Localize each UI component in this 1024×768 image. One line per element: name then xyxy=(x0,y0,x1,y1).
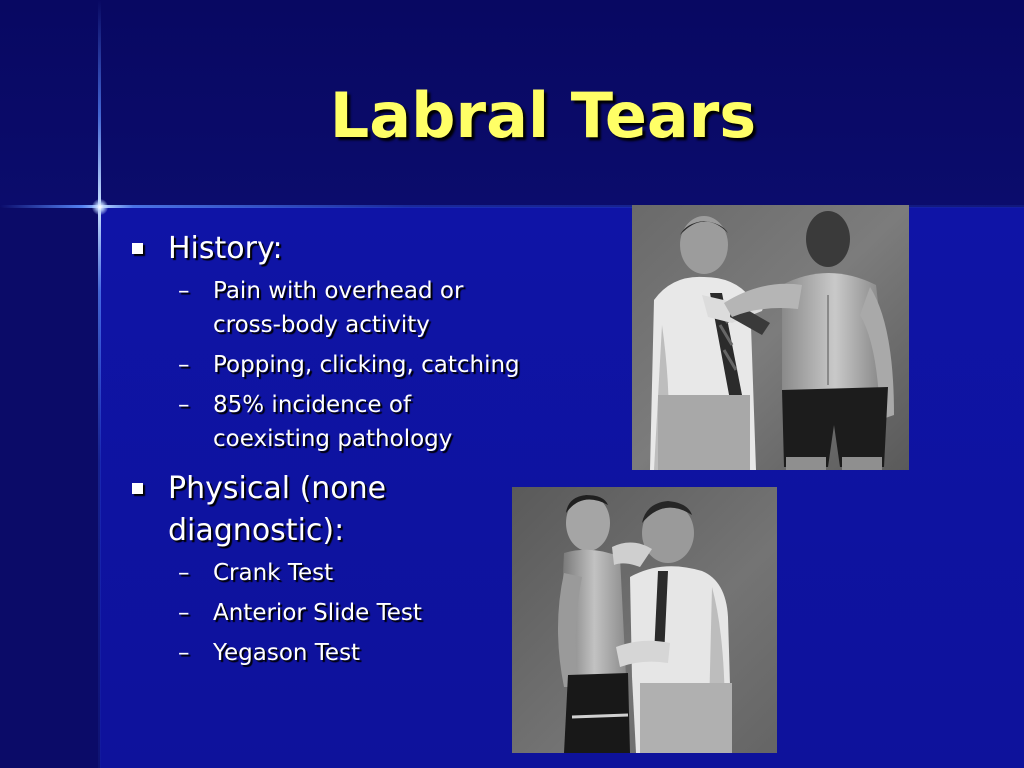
dash-bullet-icon: – xyxy=(178,560,190,586)
list-item-text: Crank Test xyxy=(213,560,334,586)
list-item-text: Popping, clicking, catching xyxy=(213,352,520,378)
list-item xyxy=(128,596,528,630)
dash-bullet-icon: – xyxy=(178,278,190,304)
list-item-text: 85% incidence of coexisting pathology xyxy=(213,392,453,452)
bullet-list xyxy=(128,228,528,670)
section-heading-physical xyxy=(128,468,468,552)
dash-bullet-icon: – xyxy=(178,392,190,418)
section-heading-history xyxy=(128,228,528,270)
section-heading-text: Physical (none diagnostic): xyxy=(168,471,387,548)
slide-title: Labral Tears xyxy=(329,79,757,152)
list-item-text: Yegason Test xyxy=(213,640,361,666)
dash-bullet-icon: – xyxy=(178,640,190,666)
list-item xyxy=(128,348,528,382)
square-bullet-icon xyxy=(132,483,143,494)
slide-left-band xyxy=(0,207,100,768)
photo-examiner-behind-patient-icon xyxy=(632,205,909,470)
dash-bullet-icon: – xyxy=(178,352,190,378)
list-item xyxy=(128,388,528,456)
list-item xyxy=(128,274,528,342)
square-bullet-icon xyxy=(132,243,143,254)
photo-graphic xyxy=(632,205,909,470)
photo-examiner-side-patient-icon xyxy=(512,487,777,753)
list-item-text: Anterior Slide Test xyxy=(213,600,422,626)
list-item-text: Pain with overhead or cross-body activity xyxy=(213,278,464,338)
sparkle-icon xyxy=(92,199,108,215)
dash-bullet-icon: – xyxy=(178,600,190,626)
list-item xyxy=(128,556,528,590)
list-item xyxy=(128,636,528,670)
photo-graphic xyxy=(512,487,777,753)
section-heading-text: History: xyxy=(168,231,283,266)
